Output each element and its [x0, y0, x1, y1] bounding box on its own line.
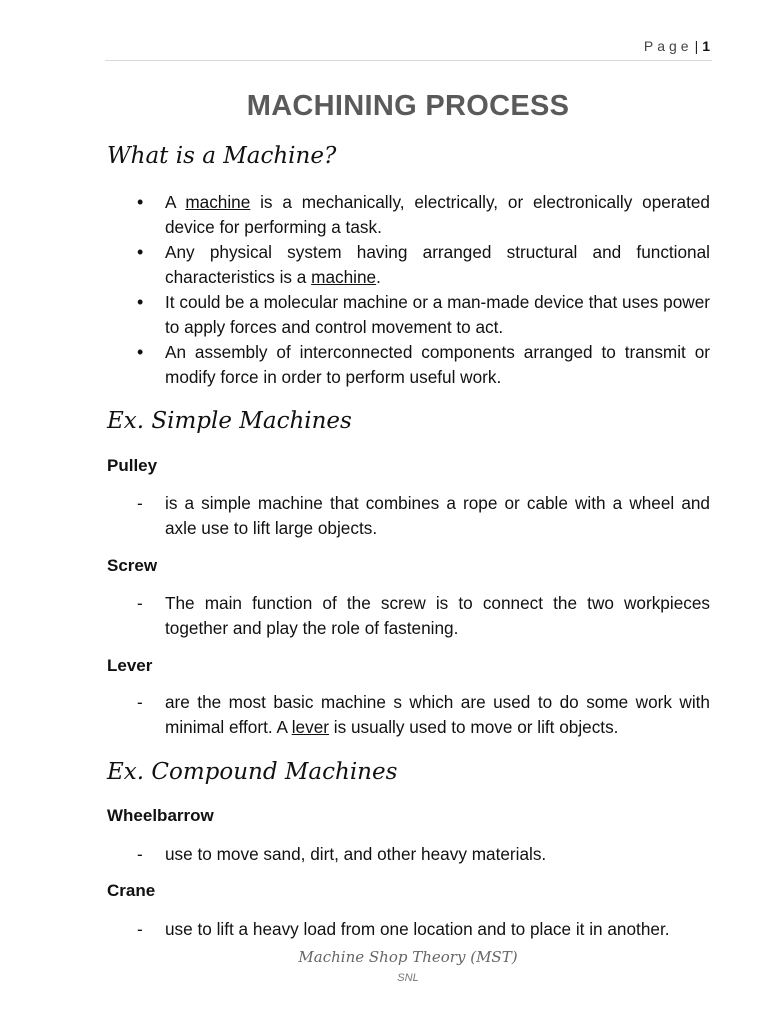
- heading-compound-machines: Ex. Compound Machines: [107, 759, 398, 785]
- subheading-lever: Lever: [107, 656, 153, 675]
- list-item: [107, 240, 710, 290]
- pulley-description: [107, 491, 710, 541]
- subheading-wheelbarrow: Wheelbarrow: [107, 806, 214, 825]
- lever-description: [107, 690, 710, 740]
- description-text: The main function of the screw is to connect the two workpieces together and play the role of fastening.: [165, 593, 710, 638]
- description-text: is a simple machine that combines a rope or cable with a wheel and axle use to lift large objects.: [165, 493, 710, 538]
- crane-description: [107, 917, 710, 942]
- subheading-pulley: Pulley: [107, 456, 158, 475]
- dash-marker: -: [137, 692, 143, 712]
- footer-author: SNL: [397, 972, 419, 984]
- description-text: [107, 690, 710, 740]
- footer-title: Machine Shop Theory (MST): [298, 948, 518, 966]
- heading-what-is-machine: What is a Machine?: [107, 143, 337, 169]
- document-title: MACHINING PROCESS: [246, 90, 570, 122]
- heading-simple-machines: Ex. Simple Machines: [107, 408, 352, 434]
- page-number-value: 1: [702, 38, 710, 54]
- bullet-text: .: [376, 267, 381, 287]
- page-divider: |: [694, 38, 699, 54]
- list-item: • It could be a molecular machine or a man-made device that uses power to apply forces and control movement to act.: [107, 290, 710, 340]
- dash-marker: -: [137, 919, 143, 939]
- description-text: use to lift a heavy load from one location and to place it in another.: [165, 919, 670, 939]
- machine-link[interactable]: machine: [185, 192, 251, 212]
- dash-marker: -: [137, 844, 143, 864]
- bullet-text: A: [165, 192, 186, 212]
- wheelbarrow-description: [107, 842, 710, 867]
- dash-marker: -: [137, 593, 143, 613]
- description-part: are the most basic machine s which are used to do some work with minimal effort. A: [165, 692, 710, 737]
- page-label: Page: [643, 38, 693, 54]
- bullet-text: Any physical system having arranged structural and functional characteristics is a: [165, 242, 710, 287]
- subheading-screw: Screw: [107, 556, 158, 575]
- machine-definition-list: [107, 190, 710, 390]
- machine-link[interactable]: machine: [311, 267, 377, 287]
- description-text: use to move sand, dirt, and other heavy materials.: [165, 844, 547, 864]
- subheading-crane: Crane: [107, 881, 156, 900]
- list-item: [107, 190, 710, 240]
- description-part: is usually used to move or lift objects.: [329, 717, 619, 737]
- list-item: • An assembly of interconnected components arranged to transmit or modify force in order to perform useful work.: [107, 340, 710, 390]
- page-number: [644, 38, 710, 54]
- lever-link[interactable]: lever: [291, 717, 329, 737]
- dash-marker: -: [137, 493, 143, 513]
- bullet-text: is a mechanically, electrically, or electronically operated device for performing a task.: [165, 192, 710, 237]
- screw-description: [107, 591, 710, 641]
- page-header: [105, 38, 712, 61]
